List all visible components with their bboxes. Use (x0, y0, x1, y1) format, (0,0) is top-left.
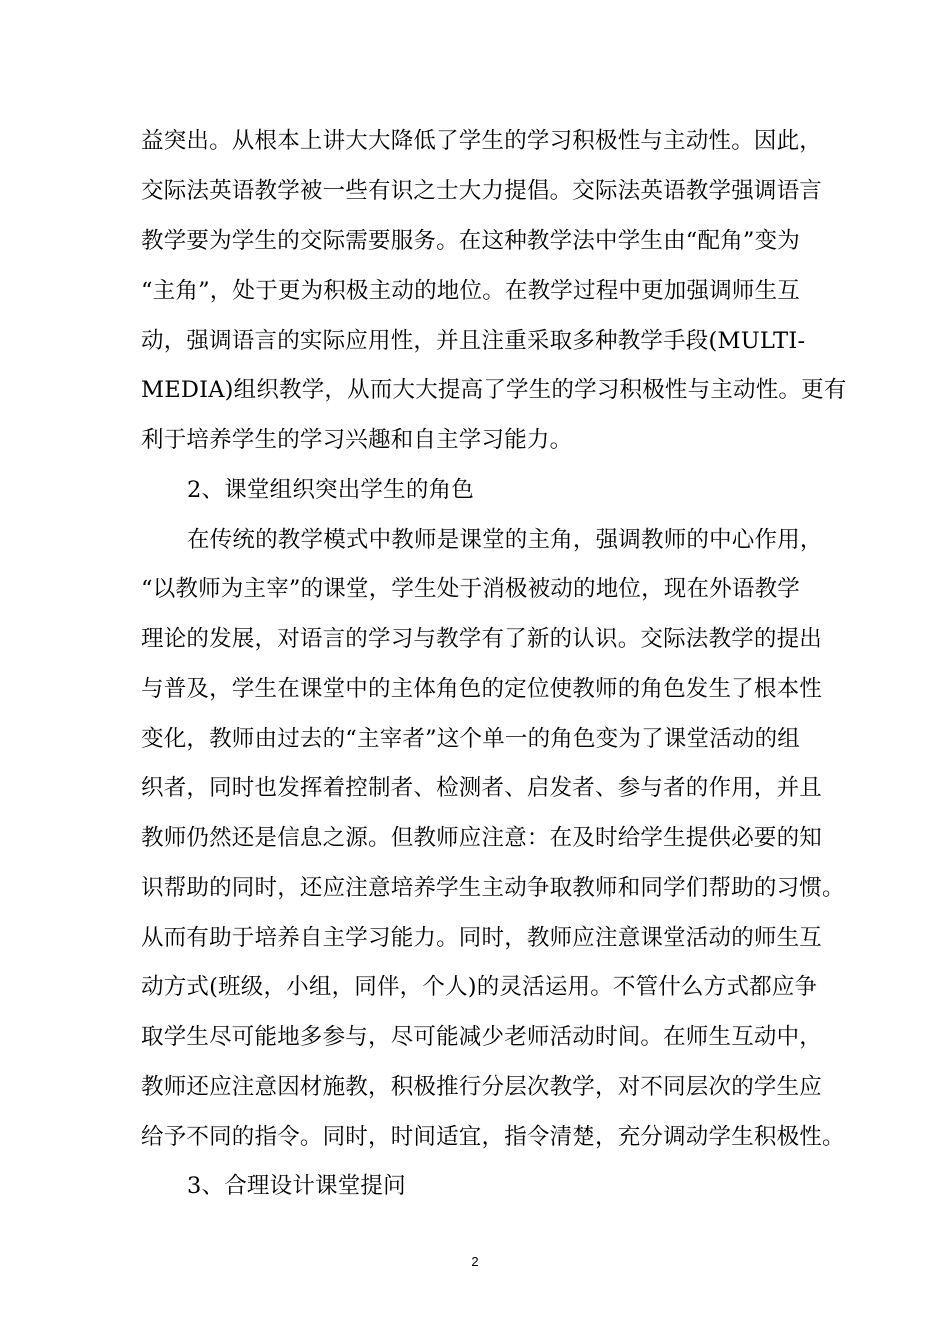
paragraph-2-line-10: 动方式(班级，小组，同伴，个人)的灵活运用。不管什么方式都应争 (141, 974, 818, 1000)
page-number: 2 (471, 1254, 479, 1269)
paragraph-2-line-3: 理论的发展，对语言的学习与教学有了新的认识。交际法教学的提出 (141, 626, 823, 652)
paragraph-2-line-9: 从而有助于培养自主学习能力。同时，教师应注意课堂活动的师生互 (141, 925, 823, 951)
paragraph-2-line-12: 教师还应注意因材施教，积极推行分层次教学，对不同层次的学生应 (141, 1074, 823, 1100)
paragraph-1-line-1: 益突出。从根本上讲大大降低了学生的学习积极性与主动性。因此， (141, 128, 823, 154)
paragraph-2-line-6: 织者，同时也发挥着控制者、检测者、启发者、参与者的作用，并且 (141, 775, 823, 801)
paragraph-2-line-7: 教师仍然还是信息之源。但教师应注意：在及时给学生提供必要的知 (141, 825, 823, 851)
paragraph-2-line-1: 在传统的教学模式中教师是课堂的主角，强调教师的中心作用， (187, 527, 823, 553)
paragraph-1-line-6: MEDIA)组织教学，从而大大提高了学生的学习积极性与主动性。更有 (141, 377, 847, 403)
paragraph-1-line-4: “主角”，处于更为积极主动的地位。在教学过程中更加强调师生互 (141, 278, 801, 304)
paragraph-1-line-3: 教学要为学生的交际需要服务。在这种教学法中学生由“配角”变为 (141, 228, 801, 254)
paragraph-2-line-13: 给予不同的指令。同时，时间适宜，指令清楚，充分调动学生积极性。 (141, 1124, 845, 1150)
paragraph-2-line-2: “以教师为主宰”的课堂，学生处于消极被动的地位，现在外语教学 (141, 576, 801, 602)
paragraph-2-line-8: 识帮助的同时，还应注意培养学生主动争取教师和同学们帮助的习惯。 (141, 875, 845, 901)
paragraph-2-line-11: 取学生尽可能地多参与，尽可能减少老师活动时间。在师生互动中， (141, 1024, 823, 1050)
section-heading-2: 2、课堂组织突出学生的角色 (187, 477, 474, 503)
paragraph-1-line-7: 利于培养学生的学习兴趣和自主学习能力。 (141, 427, 573, 453)
paragraph-1-line-2: 交际法英语教学被一些有识之士大力提倡。交际法英语教学强调语言 (141, 178, 823, 204)
paragraph-2-line-5: 变化，教师由过去的“主宰者”这个单一的角色变为了课堂活动的组 (141, 726, 801, 752)
paragraph-2-line-4: 与普及，学生在课堂中的主体角色的定位使教师的角色发生了根本性 (141, 676, 823, 702)
section-heading-3: 3、合理设计课堂提问 (187, 1173, 406, 1199)
paragraph-1-line-5: 动，强调语言的实际应用性，并且注重采取多种教学手段(MULTI- (141, 328, 806, 354)
